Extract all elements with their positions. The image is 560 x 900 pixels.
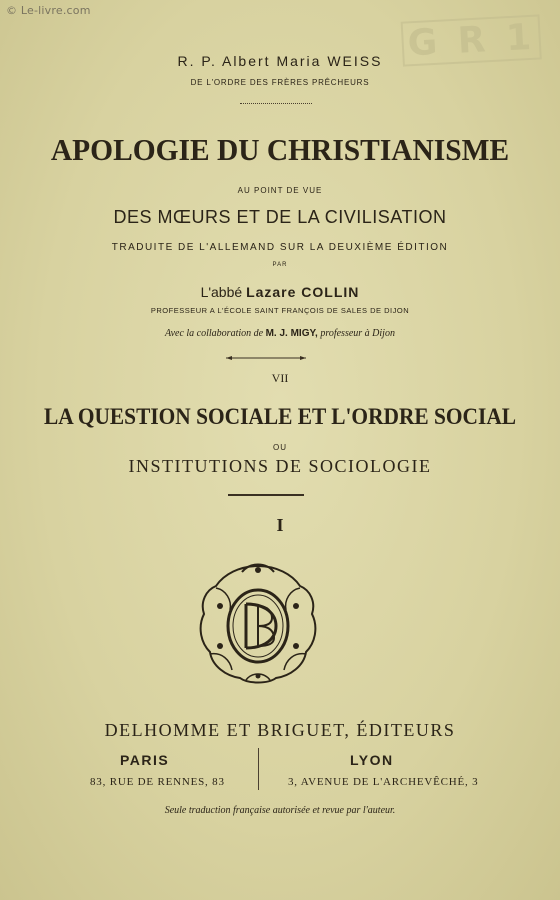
watermark: © Le-livre.com [6,4,91,17]
vertical-separator [258,748,259,790]
translator [0,284,560,300]
translation-note: TRADUITE DE L'ALLEMAND SUR LA DEUXIÈME ÉDITION [111,242,449,253]
point-de-vue: AU POINT DE VUE [237,186,323,195]
ou-label: OU [273,443,287,452]
dotted-separator [240,103,312,104]
publisher-monogram-emblem-icon [196,560,320,688]
city-paris: PARIS [120,752,170,768]
volume-subtitle: INSTITUTIONS DE SOCIOLOGIE [128,456,432,476]
collab-prefix: Avec la collaboration de [165,328,264,339]
ornamental-separator [226,355,306,361]
collaboration [0,328,560,339]
collab-suffix: professeur à Dijon [320,328,395,339]
address-lyon: 3, AVENUE DE L'ARCHEVÊCHÉ, 3 [288,776,479,788]
authorized-translation-note: Seule traduction française autorisée et revue par l'auteur. [164,805,396,816]
author-order: DE L'ORDRE DES FRÈRES PRÊCHEURS [190,78,370,87]
translator-prefix: L'abbé [200,284,243,300]
author-name: R. P. Albert Maria WEISS [177,53,383,69]
book-title: APOLOGIE DU CHRISTIANISME [50,132,510,167]
tome-number: I [276,515,284,535]
volume-title: LA QUESTION SOCIALE ET L'ORDRE SOCIAL [43,404,517,429]
book-subtitle: DES MŒURS ET DE LA CIVILISATION [113,207,447,227]
address-paris: 83, RUE DE RENNES, 83 [90,776,225,788]
publisher-name: DELHOMME ET BRIGUET, ÉDITEURS [104,720,456,740]
stamp-text: G R 1 [401,14,543,66]
collab-name: M. J. MIGY, [265,328,318,339]
translator-title: PROFESSEUR A L'ÉCOLE SAINT FRANÇOIS DE SALES DE DIJON [150,306,410,315]
city-lyon: LYON [350,752,394,768]
rule-separator [228,494,304,496]
translator-name: Lazare COLLIN [246,284,360,300]
volume-number: VII [271,371,289,385]
par-label: PAR [272,262,288,268]
